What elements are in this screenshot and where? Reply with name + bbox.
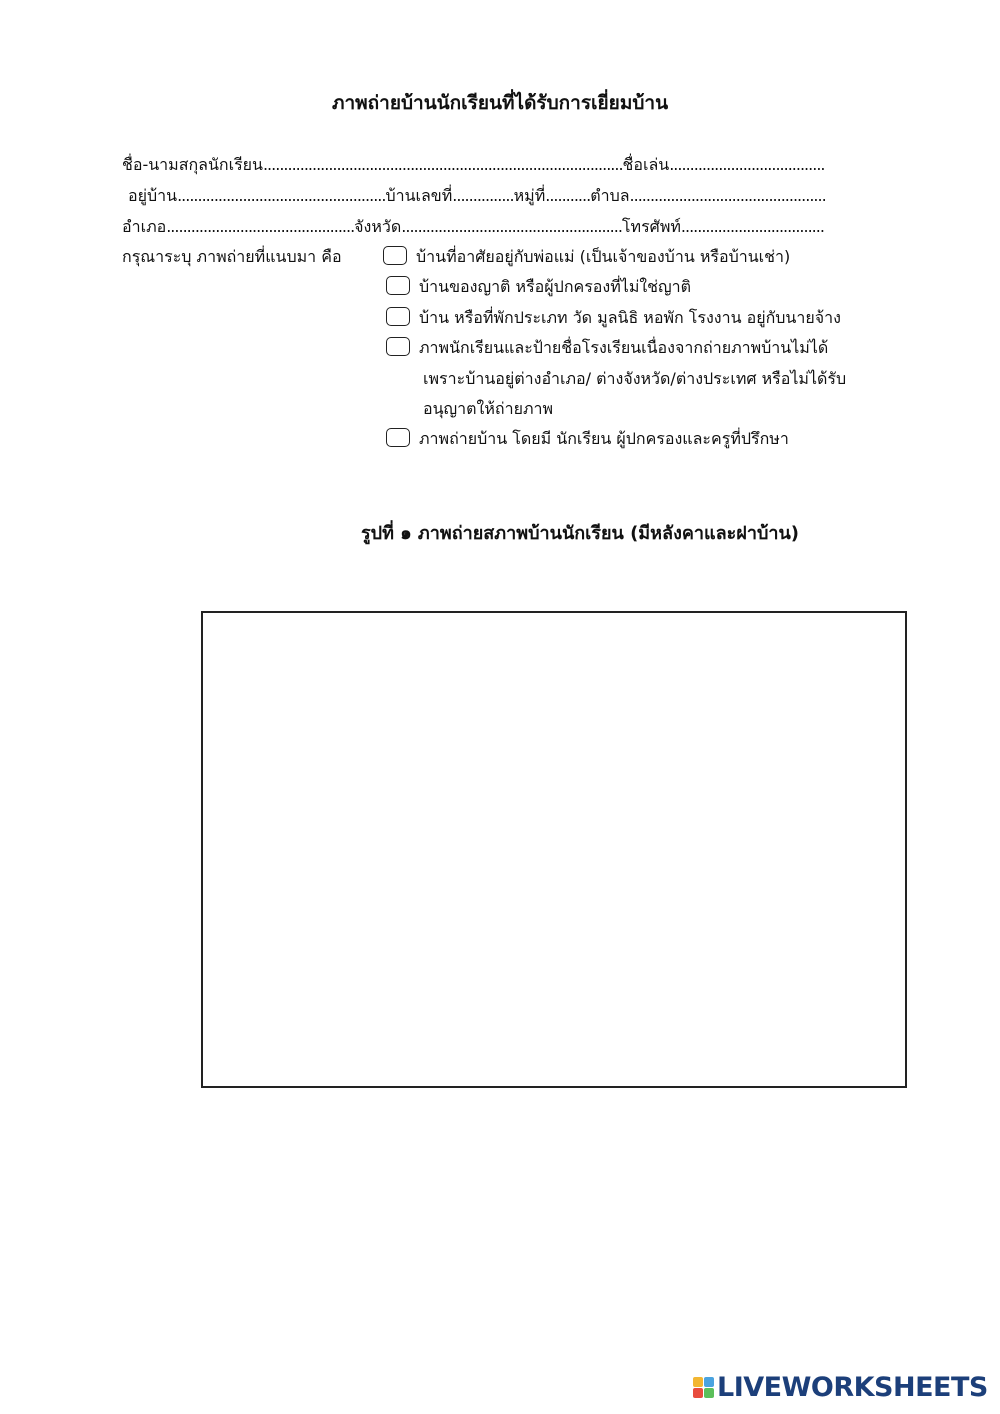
option-parents-house-label: บ้านที่อาศัยอยู่กับพ่อแม่ (เป็นเจ้าของบ้าน หรือบ้านเช่า) xyxy=(416,247,791,266)
moo-label: หมู่ที่ xyxy=(513,186,546,205)
tambon-label: ตำบล xyxy=(590,186,630,205)
option-relative-house-checkbox[interactable] xyxy=(386,276,410,295)
page-title: ภาพถ่ายบ้านนักเรียนที่ได้รับการเยี่ยมบ้าน xyxy=(331,92,669,114)
option-house-with-people-label: ภาพถ่ายบ้าน โดยมี นักเรียน ผู้ปกครองและครูที่ปรึกษา xyxy=(419,429,789,448)
address-row xyxy=(128,184,826,209)
option-house-with-people[interactable] xyxy=(386,427,789,452)
house-number-label: บ้านเลขที่ xyxy=(385,186,453,205)
phone-field[interactable]: ................................... xyxy=(680,217,824,236)
option-school-sign-continued-1: เพราะบ้านอยู่ต่างอำเภอ/ ต่างจังหวัด/ต่างประเทศ หรือไม่ได้รับ xyxy=(423,369,847,388)
liveworksheets-logo xyxy=(693,1372,988,1403)
nickname-field[interactable]: ...................................... xyxy=(669,155,825,174)
tambon-field[interactable]: ................................................ xyxy=(629,186,826,205)
option-parents-house[interactable] xyxy=(383,245,790,270)
option-temple-dorm[interactable] xyxy=(386,306,841,331)
option-school-sign[interactable] xyxy=(386,336,828,361)
option-relative-house-label: บ้านของญาติ หรือผู้ปกครองที่ไม่ใช่ญาติ xyxy=(419,277,692,296)
figure-caption: รูปที่ ๑ ภาพถ่ายสภาพบ้านนักเรียน (มีหลังคาและฝาบ้าน) xyxy=(360,523,800,544)
student-name-field[interactable]: ........................................................................................ xyxy=(262,155,623,174)
option-school-sign-label: ภาพนักเรียนและป้ายชื่อโรงเรียนเนื่องจากถ่ายภาพบ้านไม่ได้ xyxy=(419,338,829,357)
student-name-row xyxy=(122,153,824,178)
moo-field[interactable]: ........... xyxy=(545,186,591,205)
option-parents-house-checkbox[interactable] xyxy=(383,246,407,265)
district-row xyxy=(122,215,824,240)
option-house-with-people-checkbox[interactable] xyxy=(386,428,410,447)
province-label: จังหวัด xyxy=(354,217,402,236)
amphoe-field[interactable]: .............................................. xyxy=(166,217,355,236)
photo-type-prompt: กรุณาระบุ ภาพถ่ายที่แนบมา คือ xyxy=(122,247,342,266)
photo-upload-area[interactable] xyxy=(201,611,907,1088)
option-relative-house[interactable] xyxy=(386,275,691,300)
option-temple-dorm-label: บ้าน หรือที่พักประเภท วัด มูลนิธิ หอพัก โรงงาน อยู่กับนายจ้าง xyxy=(419,308,841,327)
option-temple-dorm-checkbox[interactable] xyxy=(386,307,410,326)
liveworksheets-logo-icon xyxy=(693,1377,714,1398)
province-field[interactable]: ...................................................... xyxy=(401,217,622,236)
amphoe-label: อำเภอ xyxy=(122,217,167,236)
option-school-sign-continued-2: อนุญาตให้ถ่ายภาพ xyxy=(423,399,554,418)
liveworksheets-logo-text: LIVEWORKSHEETS xyxy=(717,1372,988,1403)
village-field[interactable]: ................................................... xyxy=(177,186,386,205)
house-number-field[interactable]: ............... xyxy=(452,186,514,205)
student-name-label: ชื่อ-นามสกุลนักเรียน xyxy=(122,155,263,174)
phone-label: โทรศัพท์ xyxy=(621,217,681,236)
nickname-label: ชื่อเล่น xyxy=(622,155,670,174)
option-school-sign-checkbox[interactable] xyxy=(386,337,410,356)
village-label: อยู่บ้าน xyxy=(128,186,178,205)
